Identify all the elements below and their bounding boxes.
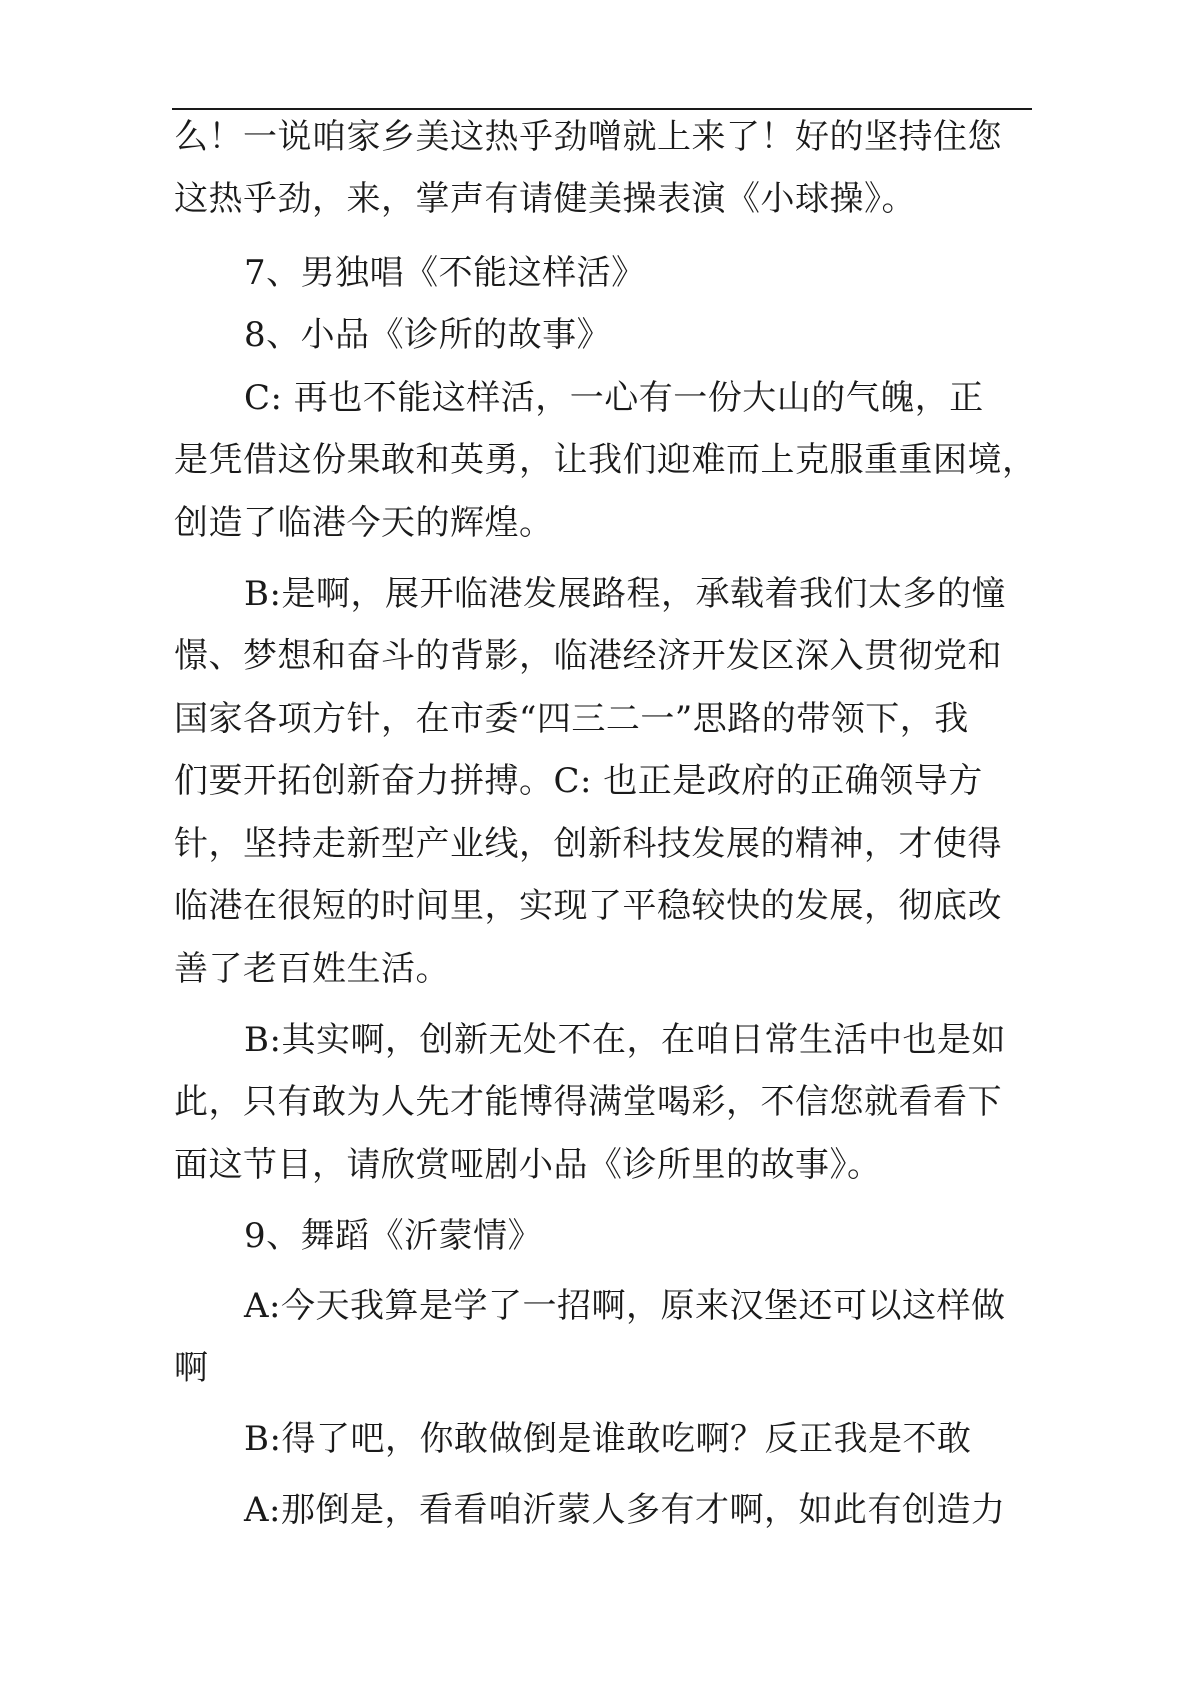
text-line: 面这节目，请欣赏哑剧小品《诊所里的故事》。 — [174, 1145, 882, 1185]
text-line: 么！一说咱家乡美这热乎劲噌就上来了！好的坚持住您 — [174, 117, 1002, 157]
text-line: 这热乎劲，来，掌声有请健美操表演《小球操》。 — [174, 179, 916, 219]
text-line: 针，坚持走新型产业线，创新科技发展的精神，才使得 — [174, 824, 1002, 864]
header-rule — [172, 108, 1032, 110]
text-line: 憬、梦想和奋斗的背影，临港经济开发区深入贯彻党和 — [174, 636, 1002, 676]
text-line: A:今天我算是学了一招啊，原来汉堡还可以这样做 — [244, 1286, 1006, 1326]
text-line: B:得了吧，你敢做倒是谁敢吃啊？反正我是不敢 — [244, 1419, 972, 1459]
text-line: 善了老百姓生活。 — [174, 949, 450, 989]
text-line: 此，只有敢为人先才能博得满堂喝彩，不信您就看看下 — [174, 1082, 1002, 1122]
text-line: 啊 — [174, 1348, 209, 1388]
text-line: 临港在很短的时间里，实现了平稳较快的发展，彻底改 — [174, 886, 1002, 926]
text-line: 创造了临港今天的辉煌。 — [174, 503, 554, 543]
text-line: A:那倒是，看看咱沂蒙人多有才啊，如此有创造力 — [244, 1490, 1006, 1530]
text-line: 国家各项方针，在市委“四三二一”思路的带领下，我 — [174, 699, 969, 739]
program-item: 7、男独唱《不能这样活》 — [244, 253, 646, 293]
text-line: B:其实啊，创新无处不在，在咱日常生活中也是如 — [244, 1020, 1006, 1060]
text-line: C: 再也不能这样活，一心有一份大山的气魄，正 — [244, 378, 984, 418]
program-item: 8、小品《诊所的故事》 — [244, 315, 612, 355]
text-line: B:是啊，展开临港发展路程，承载着我们太多的憧 — [244, 574, 1006, 614]
text-line: 是凭借这份果敢和英勇，让我们迎难而上克服重重困境， — [174, 440, 1037, 480]
text-line: 们要开拓创新奋力拼搏。C: 也正是政府的正确领导方 — [174, 761, 983, 801]
program-item: 9、舞蹈《沂蒙情》 — [244, 1216, 543, 1256]
